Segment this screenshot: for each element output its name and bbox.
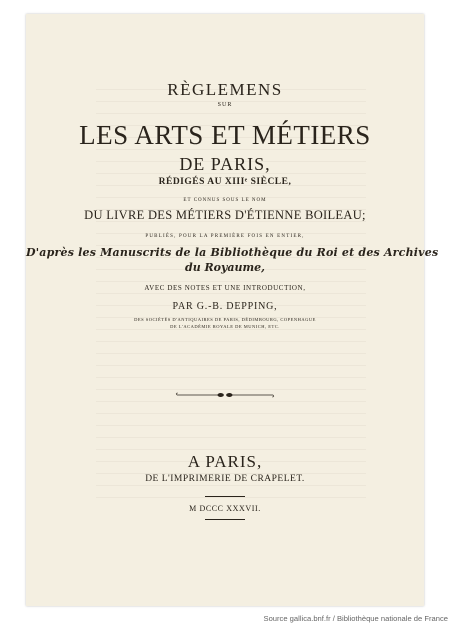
title-arts-metiers: LES ARTS ET MÉTIERS	[79, 120, 371, 150]
imprint-year: M DCCC XXXVII.	[189, 504, 261, 513]
subtitle-connus: ET CONNUS SOUS LE NOM	[183, 198, 267, 203]
title-de-paris: DE PARIS,	[179, 154, 271, 174]
subtitle-manuscrits: D'après les Manuscrits de la Bibliothèque du Roi et des Archives	[26, 246, 439, 259]
author-name: PAR G.-B. DEPPING,	[172, 301, 278, 312]
subtitle-publies: PUBLIÉS, POUR LA PREMIÈRE FOIS EN ENTIER,	[145, 234, 305, 239]
subtitle-royaume: du Royaume,	[185, 261, 265, 274]
subtitle-rediges: RÉDIGÉS AU XIIIᵉ SIÈCLE,	[158, 177, 292, 187]
author-affiliation-1: DES SOCIÉTÉS D'ANTIQUAIRES DE PARIS, DÉDIMBOURG, COPENHAGUE	[134, 317, 316, 322]
imprint-city: A PARIS,	[187, 452, 263, 471]
imprint-rule-bottom	[205, 519, 245, 520]
source-caption: Source gallica.bnf.fr / Bibliothèque nationale de France	[263, 614, 448, 623]
subtitle-notes: AVEC DES NOTES ET UNE INTRODUCTION,	[144, 284, 306, 292]
imprint-rule-top	[205, 496, 245, 497]
title-reglemens: RÈGLEMENS	[167, 80, 283, 99]
imprint-printer: DE L'IMPRIMERIE DE CRAPELET.	[145, 474, 305, 484]
author-affiliation-2: DE L'ACADÉMIE ROYALE DE MUNICH, ETC.	[170, 324, 280, 329]
subtitle-livre-des-metiers: DU LIVRE DES MÉTIERS D'ÉTIENNE BOILEAU;	[84, 208, 366, 222]
title-sur: SUR	[217, 102, 233, 108]
ornament-divider	[175, 390, 275, 400]
